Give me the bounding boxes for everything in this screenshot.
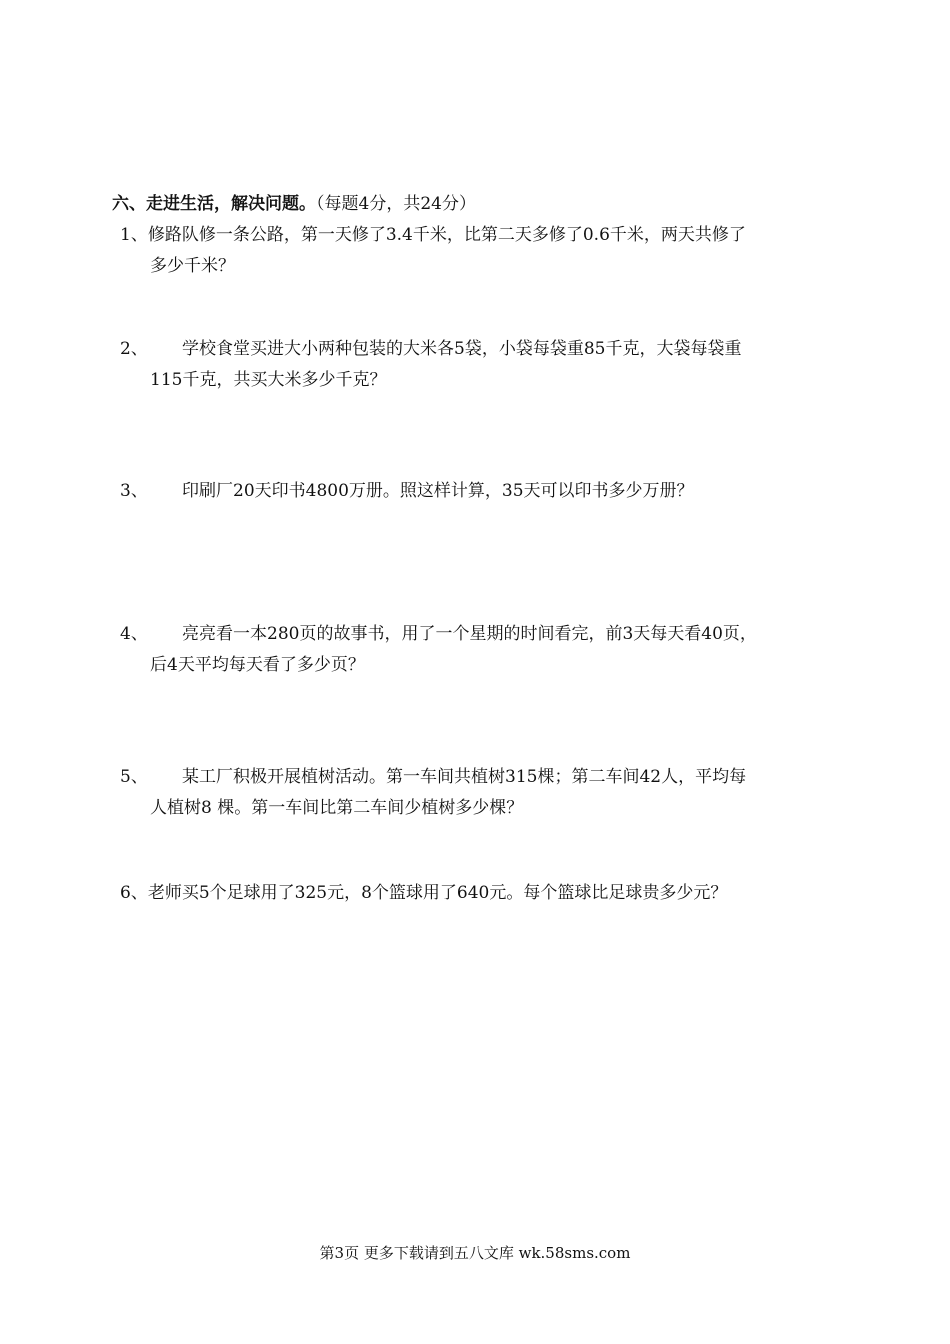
- question-text: 亮亮看一本280页的故事书，用了一个星期的时间看完，前3天每天看40页，: [182, 624, 757, 644]
- question-text: 修路队修一条公路，第一天修了3.4千米，比第二天多修了0.6千米，两天共修了: [147, 225, 746, 245]
- question-4-line-2: 后4天平均每天看了多少页？: [150, 655, 365, 675]
- question-number: 4、: [120, 624, 148, 644]
- question-text: 学校食堂买进大小两种包装的大米各5袋，小袋每袋重85千克，大袋每袋重: [182, 339, 742, 359]
- question-2: [120, 334, 840, 396]
- question-number: 6、: [120, 883, 148, 903]
- question-text: 老师买5个足球用了325元，8个篮球用了640元。每个篮球比足球贵多少元？: [147, 883, 728, 903]
- question-1-line-1: [120, 220, 840, 251]
- question-5-line-1: [120, 762, 840, 793]
- question-4-line-1: [120, 619, 840, 650]
- section-heading: [112, 192, 476, 216]
- question-number: 1、: [120, 225, 148, 245]
- question-3: [120, 476, 840, 507]
- question-6-line-1: [120, 878, 840, 909]
- question-3-line-1: [120, 476, 840, 507]
- question-2-line-2: 115千克，共买大米多少千克？: [150, 370, 387, 390]
- question-4: [120, 619, 840, 681]
- question-1-line-2: 多少千米？: [150, 256, 235, 276]
- question-text: 某工厂积极开展植树活动。第一车间共植树315棵；第二车间42人，平均每: [182, 767, 747, 787]
- section-score-note: （每题4分，共24分）: [316, 194, 476, 214]
- question-text: 印刷厂20天印书4800万册。照这样计算，35天可以印书多少万册？: [182, 481, 694, 501]
- question-number: 2、: [120, 339, 148, 359]
- section-title: 六、走进生活，解决问题。: [112, 194, 316, 214]
- question-1: [120, 220, 840, 282]
- question-5: [120, 762, 840, 824]
- question-5-line-2: 人植树8 棵。第一车间比第二车间少植树多少棵？: [150, 798, 524, 818]
- question-2-line-1: [120, 334, 840, 365]
- page-footer: 第3页 更多下载请到五八文库 wk.58sms.com: [319, 1244, 631, 1262]
- question-number: 5、: [120, 767, 148, 787]
- question-6: [120, 878, 840, 909]
- question-number: 3、: [120, 481, 148, 501]
